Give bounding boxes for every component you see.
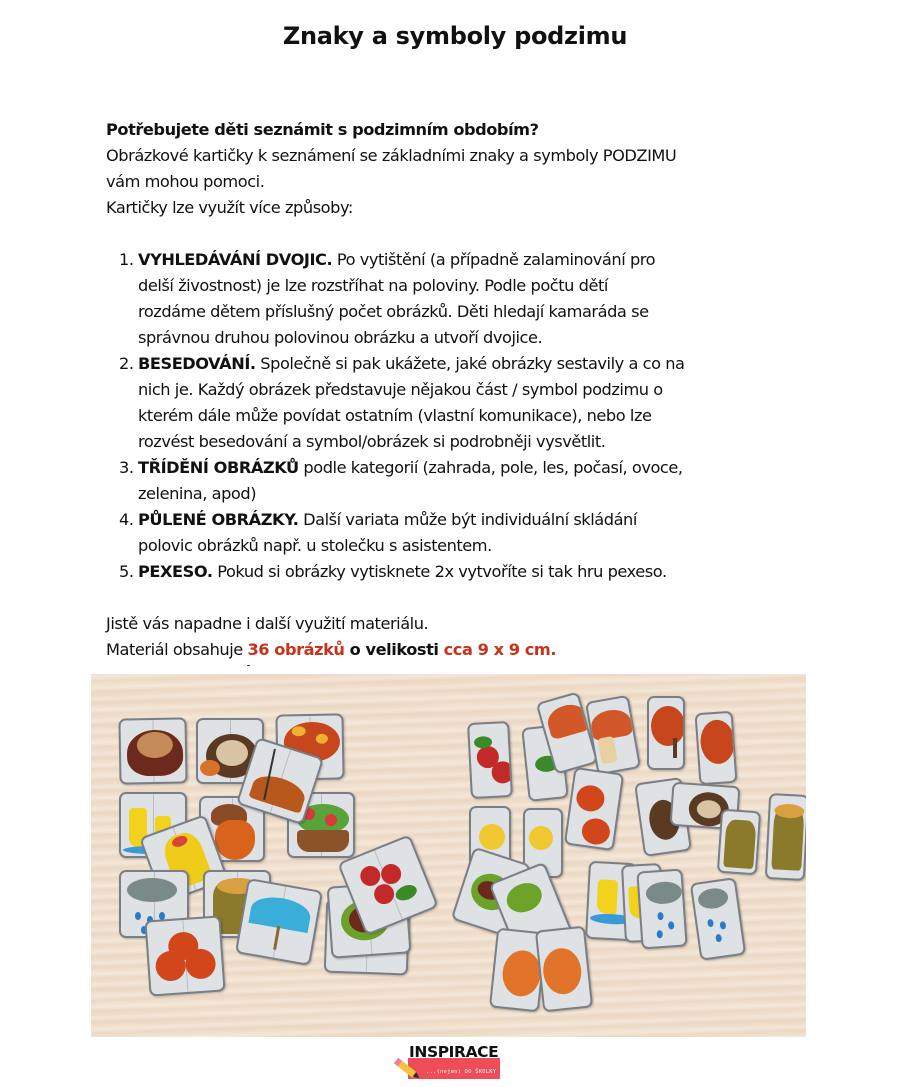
method-text: Další variata může být individuální skládání <box>298 510 637 529</box>
method-text: delší živostnost) je lze rozstříhat na poloviny. Podle počtu dětí <box>138 276 608 295</box>
card-half-pumpkins <box>564 767 624 851</box>
method-item <box>119 455 786 507</box>
method-text: správnou druhou polovinou obrázku a utvoří dvojice. <box>138 328 543 347</box>
method-item <box>119 559 786 585</box>
card-size: cca 9 x 9 cm. <box>438 640 557 659</box>
method-number: 2. <box>119 354 134 373</box>
method-heading: PEXESO. <box>138 562 213 581</box>
method-text: Společně si pak ukážete, jaké obrázky sestavily a co na <box>255 354 685 373</box>
intro-line-1: Obrázkové kartičky k seznámení se základními znaky a symboly PODZIMU <box>106 146 677 165</box>
methods-list <box>119 247 786 585</box>
method-number: 4. <box>119 510 134 529</box>
method-text: rozdáme dětem příslušný počet obrázků. Děti hledají kamaráda se <box>138 302 649 321</box>
method-item <box>119 351 786 455</box>
method-text: Po vytištění (a případně zalaminování pro <box>332 250 656 269</box>
method-text: kterém dále může povídat ostatním (vlastní komunikace), nebo lze <box>138 406 652 425</box>
stray-mark <box>247 665 250 666</box>
method-heading: BESEDOVÁNÍ. <box>138 354 256 373</box>
article-body <box>106 117 786 663</box>
logo-tagline: ...(nejen) DO ŠKOLKY <box>426 1069 497 1075</box>
method-text: Pokud si obrázky vytisknete 2x vytvoříte si tak hru pexeso. <box>212 562 667 581</box>
card-chestnut <box>118 717 187 784</box>
card-count: 36 obrázků <box>247 640 345 659</box>
card-pumpkins <box>144 915 225 996</box>
card-half-potato-sack <box>765 793 806 881</box>
card-umbrella <box>235 878 323 966</box>
method-number: 3. <box>119 458 134 477</box>
method-item <box>119 247 786 351</box>
logo-wordmark: INSPIRACE <box>409 1043 499 1061</box>
card-half-pumpkin-right <box>535 926 593 1013</box>
card-half-potatoes <box>717 809 761 876</box>
method-heading: PŮLENÉ OBRÁZKY. <box>138 510 299 529</box>
method-text: rozvést besedování a symbol/obrázek si podrobněji vysvětlit. <box>138 432 606 451</box>
method-heading: VYHLEDÁVÁNÍ DVOJIC. <box>138 250 333 269</box>
method-item <box>119 507 786 559</box>
footer-line-2 <box>106 637 786 663</box>
page-title: Znaky a symboly podzimu <box>282 22 628 50</box>
intro-question: Potřebujete děti seznámit s podzimním obdobím? <box>106 120 539 139</box>
method-number: 5. <box>119 562 134 581</box>
card-half-rosehip-left <box>467 721 513 799</box>
card-half-rain-right <box>690 877 746 961</box>
footer-line-1: Jistě vás napadne i další využití materiálu. <box>106 614 429 633</box>
intro-line-3: Kartičky lze využít více způsoby: <box>106 198 353 217</box>
logo-inspirace <box>394 1043 506 1083</box>
method-text: zelenina, apod) <box>138 484 257 503</box>
card-half-tree-left <box>647 696 685 770</box>
method-text: polovic obrázků např. u stolečku s asistentem. <box>138 536 492 555</box>
method-number: 1. <box>119 250 134 269</box>
method-text: podle kategorií (zahrada, pole, les, počasí, ovoce, <box>298 458 683 477</box>
material-prefix: Materiál obsahuje <box>106 640 248 659</box>
card-half-tree-right <box>695 711 738 785</box>
size-label: o velikosti <box>344 640 439 659</box>
method-heading: TŘÍDĚNÍ OBRÁZKŮ <box>138 458 299 477</box>
method-text: nich je. Každý obrázek představuje nějakou část / symbol podzimu o <box>138 380 663 399</box>
card-half-rain-left <box>636 868 687 949</box>
intro-line-2: vám mohou pomoci. <box>106 172 265 191</box>
product-photo <box>91 674 806 1037</box>
